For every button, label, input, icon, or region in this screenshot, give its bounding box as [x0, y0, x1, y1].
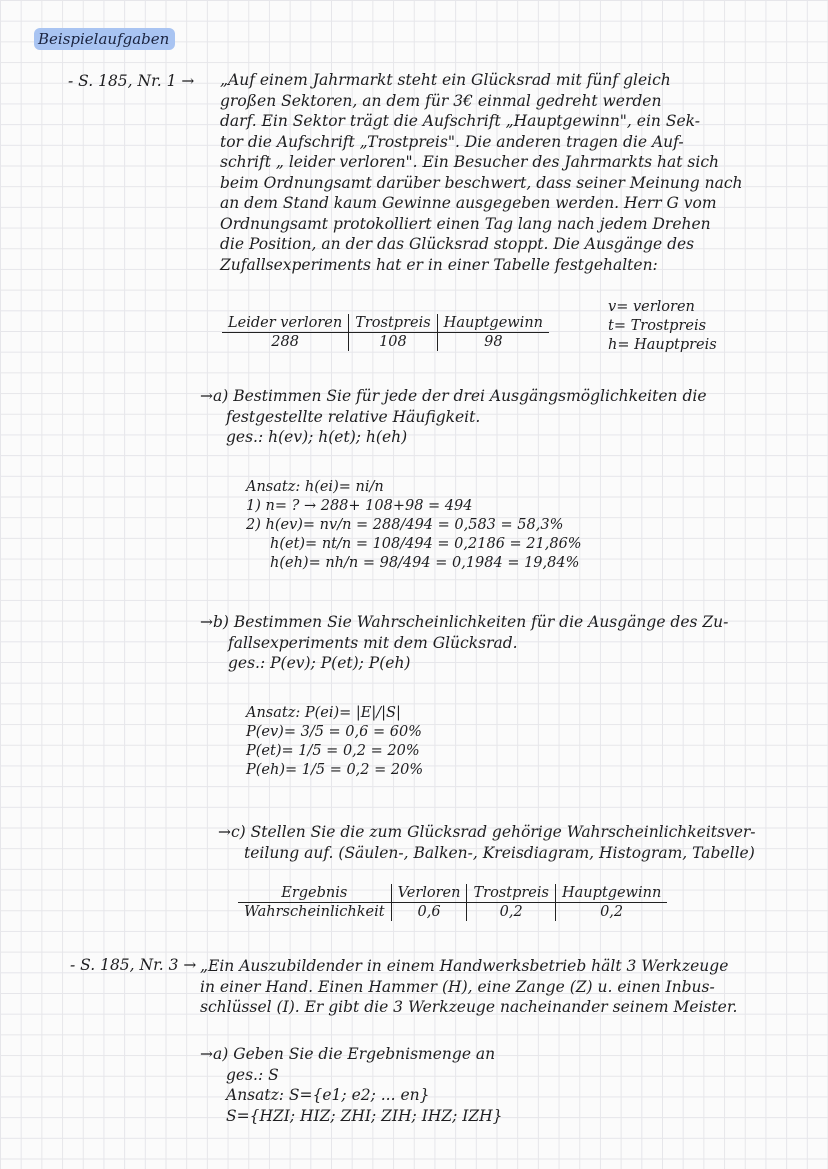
table-cell: 288: [222, 333, 349, 352]
task1-b-work: [246, 704, 423, 780]
heading: Beispielaufgaben: [38, 30, 170, 48]
task3-line: in einer Hand. Einen Hammer (H), eine Zange (Z) u. einen Inbus-: [200, 977, 715, 996]
result-line: S={HZI; HIZ; ZHI; ZIH; IHZ; IZH}: [226, 1106, 503, 1125]
table-header: Ergebnis: [238, 884, 391, 903]
task1-text: [220, 70, 743, 275]
given-line: ges.: S: [226, 1065, 279, 1084]
table-header: Leider verloren: [222, 314, 349, 333]
work-line: P(ev)= 3/5 = 0,6 = 60%: [246, 724, 422, 740]
heading-highlight: [34, 28, 175, 50]
task3-line: „Ein Auszubildender in einem Handwerksbetrieb hält 3 Werkzeuge: [200, 957, 729, 975]
frequency-table: [222, 314, 549, 351]
task1-c-question: [218, 822, 756, 863]
work-line: Ansatz: P(ei)= |E|/|S|: [246, 705, 401, 721]
task1-line: Ordnungsamt protokolliert einen Tag lang nach jedem Drehen: [220, 214, 711, 233]
table-cell: 0,2: [600, 904, 624, 920]
task1-a-question: [200, 386, 707, 448]
question-line: →a) Bestimmen Sie für jede der drei Ausgängsmöglichkeiten die: [200, 387, 707, 405]
table-cell: Wahrscheinlichkeit: [238, 903, 391, 922]
question-line: →c) Stellen Sie die zum Glücksrad gehörige Wahrscheinlichkeitsver-: [218, 823, 756, 841]
work-line: Ansatz: h(ei)= ni/n: [246, 479, 384, 495]
table-cell: 108: [349, 333, 437, 352]
task1-line: großen Sektoren, an dem für 3€ einmal gedreht werden: [220, 91, 662, 110]
task1-reference: - S. 185, Nr. 1 →: [68, 72, 195, 90]
task1-line: an dem Stand kaum Gewinne ausgegeben werden. Herr G vom: [220, 194, 717, 212]
work-line: P(eh)= 1/5 = 0,2 = 20%: [246, 762, 424, 778]
work-line: h(et)= nt/n = 108/494 = 0,2186 = 21,86%: [270, 536, 582, 552]
work-line: 2) h(ev)= nv/n = 288/494 = 0,583 = 58,3%: [246, 517, 564, 533]
table-header: Verloren: [391, 884, 467, 903]
question-line: festgestellte relative Häufigkeit.: [226, 407, 481, 426]
task1-line: „Auf einem Jahrmarkt steht ein Glücksrad mit fünf gleich: [220, 71, 671, 89]
work-line: Ansatz: S={e1; e2; ... en}: [226, 1086, 430, 1104]
task1-line: Zufallsexperiments hat er in einer Tabelle festgehalten:: [220, 255, 658, 274]
table-header: Hauptgewinn: [437, 314, 549, 333]
table-header: Trostpreis: [467, 884, 555, 903]
task3-reference: - S. 185, Nr. 3 →: [70, 956, 197, 974]
task1-line: schrift „ leider verloren". Ein Besucher des Jahrmarkts hat sich: [220, 153, 720, 171]
table-header: Hauptgewinn: [555, 884, 667, 903]
legend-item: h= Hauptpreis: [608, 337, 717, 353]
table-cell: 0,2: [467, 903, 555, 922]
task3-text: [200, 956, 737, 1018]
work-line: h(eh)= nh/n = 98/494 = 0,1984 = 19,84%: [270, 555, 580, 571]
question-line: →b) Bestimmen Sie Wahrscheinlichkeiten für die Ausgänge des Zu-: [200, 613, 729, 631]
table-cell: 0,6: [391, 903, 467, 922]
task1-line: beim Ordnungsamt darüber beschwert, dass seiner Meinung nach: [220, 173, 743, 192]
task1-line: darf. Ein Sektor trägt die Aufschrift „Hauptgewinn", ein Sek-: [220, 112, 700, 130]
table-cell: 98: [484, 334, 503, 350]
task3-a: [200, 1044, 503, 1126]
task1-b-question: [200, 612, 728, 674]
question-line: →a) Geben Sie die Ergebnismenge an: [200, 1045, 496, 1063]
given-line: ges.: P(ev); P(et); P(eh): [228, 654, 411, 672]
task3-line: schlüssel (I). Er gibt die 3 Werkzeuge nacheinander seinem Meister.: [200, 998, 738, 1016]
task1-line: die Position, an der das Glücksrad stoppt. Die Ausgänge des: [220, 235, 695, 253]
probability-table: [238, 884, 667, 921]
given-line: ges.: h(ev); h(et); h(eh): [226, 428, 408, 446]
task1-a-work: [246, 478, 582, 573]
legend: [608, 298, 717, 355]
question-line: fallsexperiments mit dem Glücksrad.: [228, 633, 518, 652]
legend-item: t= Trostpreis: [608, 318, 707, 334]
work-line: P(et)= 1/5 = 0,2 = 20%: [246, 743, 420, 759]
task1-line: tor die Aufschrift „Trostpreis". Die anderen tragen die Auf-: [220, 132, 684, 151]
table-header: Trostpreis: [349, 314, 437, 333]
legend-item: v= verloren: [608, 299, 695, 315]
work-line: 1) n= ? → 288+ 108+98 = 494: [246, 498, 473, 514]
question-line: teilung auf. (Säulen-, Balken-, Kreisdiagram, Histogram, Tabelle): [244, 843, 755, 862]
